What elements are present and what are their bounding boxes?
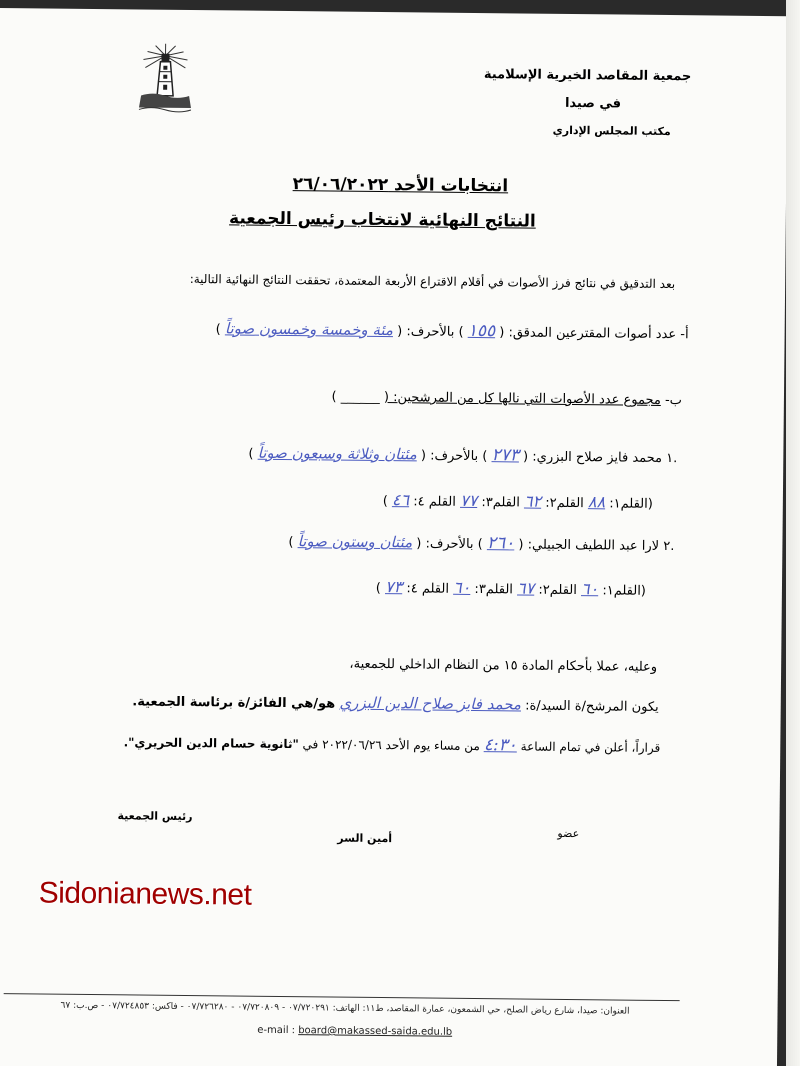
booth-1-label: (القلم١: [602,583,647,599]
candidate-1-row [248,443,677,467]
candidate-2-words-label: ) بالأحرف: ( [416,536,483,553]
booth-close: ) [382,494,388,510]
item-a-words-label: ) بالأحرف: ( [397,324,464,340]
booth-2-value: ٦٢ [523,491,542,511]
candidate-1-booths [383,490,653,512]
booth-2-value: ٦٧ [517,578,535,598]
winner-row [132,691,659,715]
signature-president: رئيس الجمعية [117,809,193,824]
footer-email-row [257,1025,452,1038]
page-title: انتخابات الأحد ٢٦/٠٦/٢٠٢٢ [292,174,509,197]
item-a-close: ) [215,322,221,338]
watermark-text: Sidonianews.net [38,876,252,912]
lighthouse-logo [135,41,196,114]
candidate-1-name: محمد فايز صلاح البزري [536,449,663,466]
item-a-value: ١٥٥ [467,320,496,342]
org-city: في صيدا [564,95,622,112]
candidate-2-value: ٢٦٠ [486,533,515,554]
booth-4-label: القلم ٤: [406,581,450,597]
booth-close: ) [375,580,381,597]
item-a-label: أ- [680,327,689,343]
item-b-row [331,389,682,408]
paper-edge [786,0,800,1066]
candidate-1-words: مئتان وثلاثة وسبعون صوتاً [257,443,417,464]
candidate-1-close: ) [248,446,254,462]
booth-1-value: ٨٨ [587,492,606,512]
document-page [0,8,788,1066]
winner-prefix: يكون المرشح/ة السيد/ة: [525,698,659,715]
signature-secretary: أمين السر [337,831,393,846]
candidate-1-value: ٢٧٣ [491,445,520,466]
footer-divider [4,993,680,1001]
candidate-2-booths [376,577,646,599]
page-subtitle: النتائج النهائية لانتخاب رئيس الجمعية [228,208,536,232]
item-b-blank: ______ [340,389,380,405]
booth-3-label: القلم٣: [481,495,520,511]
candidate-2-row [288,531,674,555]
booth-4-value: ٧٣ [384,577,403,597]
booth-1-value: ٦٠ [580,579,599,599]
item-b-close: ) [331,389,337,405]
footer-address: العنوان: صيدا، شارع رياض الصلح، حي الشمعون، عمارة المقاصد، ط١١: الهاتف: ٠٧/٧٢٠٢٩١ - ٠٧/٧٢٠٨٠٩ - ٠٧/٧٢٦٢٨٠ - فاكس: ٠٧/٧٢٤٨٥٣ - ص.ب: ٦٧ [60,1000,630,1017]
candidate-2-name: لارا عبد اللطيف الجبيلي [531,537,660,554]
org-name: جمعية المقاصد الخيرية الإسلامية [483,67,692,85]
footer-email-link[interactable]: board@makassed-saida.edu.lb [298,1025,453,1038]
signature-member: عضو [557,826,580,841]
booth-3-label: القلم٣: [474,582,514,598]
announce-time: ٤:٣٠ [483,735,517,756]
office-name: مكتب المجلس الإداري [552,123,671,139]
conclusion-basis: وعليه، عملا بأحكام المادة ١٥ من النظام الداخلي للجمعية، [349,656,658,675]
item-a-words: مئة وخمسة وخمسون صوتاً [224,319,394,340]
candidate-1-words-label: ) بالأحرف: ( [420,448,488,465]
booth-3-value: ٦٠ [453,577,471,597]
booth-3-value: ٧٧ [459,490,478,511]
candidate-2-open: : ( [518,537,533,553]
announce-place: "ثانوية حسام الدين الحريري". [123,735,299,752]
booth-4-value: ٤٦ [391,490,410,510]
footer-email-label: e-mail : [257,1024,296,1037]
candidate-1-open: : ( [523,449,537,465]
booth-2-label: القلم٢: [538,582,577,599]
booth-4-label: القلم ٤: [413,494,456,510]
item-a-text: عدد أصوات المقترعين المدقق: ( [499,325,677,343]
intro-text: بعد التدقيق في نتائج فرز الأصوات في أقلام الاقتراع الأربعة المعتمدة، تحققت النتائج النهائية التالية: [189,272,676,292]
winner-name: محمد فايز صلاح الدين البزري [339,693,522,714]
item-b-label: ب- [664,392,683,409]
booth-1-label: (القلم١: [609,496,653,512]
announce-prefix: قراراً، أعلن في تمام الساعة [520,739,661,755]
candidate-1-num: .١ [666,451,678,467]
item-a-row [69,317,689,343]
candidate-2-words: مئتان وستون صوتاً [297,532,413,552]
candidate-2-close: ) [288,535,294,551]
announcement-row [124,731,661,757]
announce-suffix: من مساء يوم الأحد ٢٠٢٢/٠٦/٢٦ في [302,737,480,754]
candidate-2-num: .٢ [663,538,675,555]
booth-2-label: القلم٢: [545,495,584,512]
item-b-text: مجموع عدد الأصوات التي نالها كل من المرشحين: ( [383,390,661,408]
winner-suffix: هو/هي الفائز/ة برئاسة الجمعية. [132,694,336,712]
